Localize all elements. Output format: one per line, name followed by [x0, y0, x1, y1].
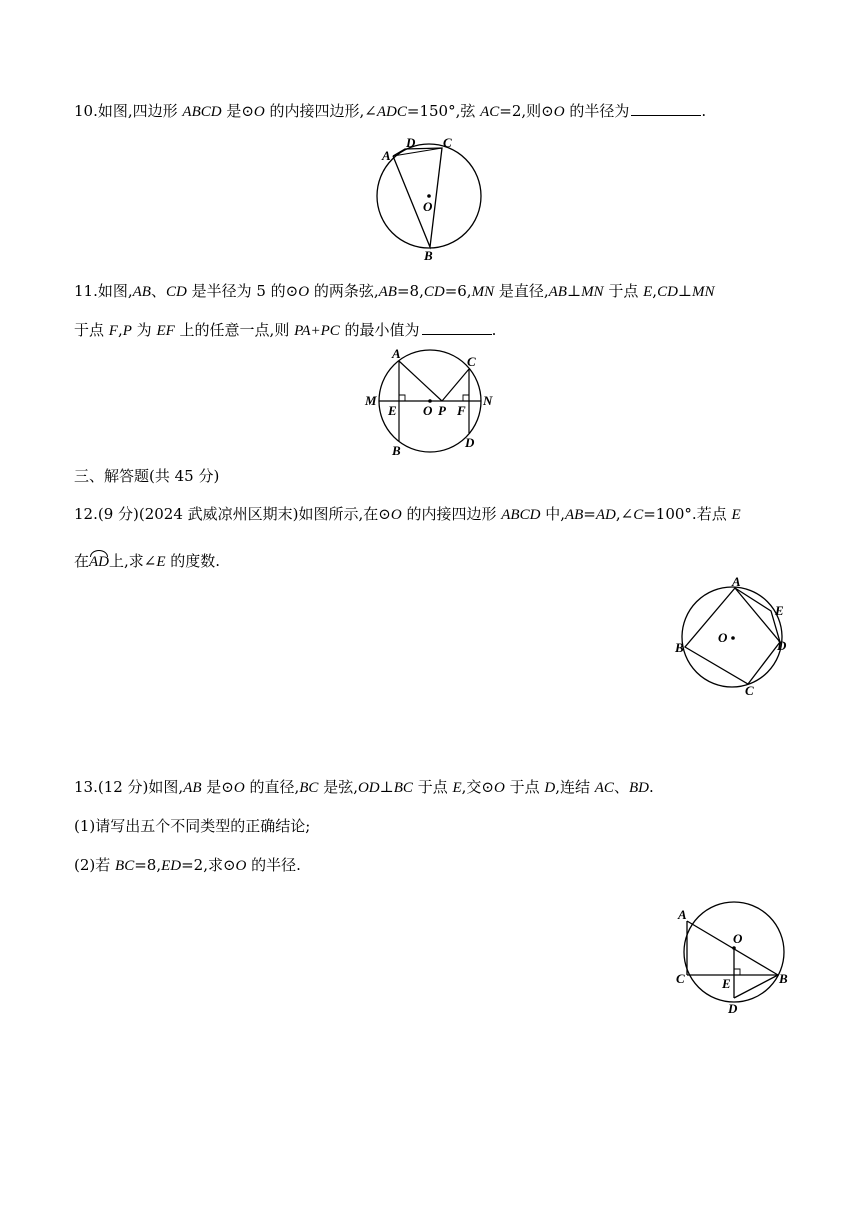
q13-label-e: E: [722, 976, 731, 991]
q11-cd: CD: [657, 284, 678, 300]
q12-label-e: E: [775, 603, 784, 618]
q11-cd: CD: [423, 284, 445, 300]
q13-o: O: [235, 858, 247, 874]
q12-label-o: O: [718, 630, 728, 645]
q12-label-a: A: [732, 574, 741, 589]
q13-label-o: O: [733, 931, 743, 946]
q12-c: C: [633, 507, 644, 523]
q11-o: O: [298, 284, 310, 300]
q11-seg: 的最小值为: [339, 321, 420, 339]
q13-o: O: [493, 780, 505, 796]
q13-right-angle-e: [734, 969, 740, 975]
q11-text-line2: [74, 320, 496, 341]
q13-part1: (1)请写出五个不同类型的正确结论;: [74, 817, 311, 835]
q10-seg: 的半径为: [564, 102, 630, 120]
q11-label-n: N: [483, 393, 493, 408]
q10-seg: 是⊙: [221, 102, 254, 120]
q13-seg: (2)若: [74, 856, 116, 874]
q11-segment-pc: [442, 369, 469, 401]
q11-seg: 的两条弦,: [309, 282, 379, 300]
q12-figure: [672, 574, 802, 700]
q13-seg: 的半径.: [246, 856, 301, 874]
q13-seg: =8,: [134, 856, 162, 874]
q10-abcd: ABCD: [182, 104, 222, 120]
q11-seg: 是直径,: [494, 282, 549, 300]
q10-label-b: B: [424, 248, 433, 263]
q12-seg: 上,求∠: [109, 552, 157, 570]
q10-quadrilateral: [393, 148, 442, 247]
q10-text: [74, 101, 706, 122]
q13-bc: BC: [299, 780, 319, 796]
q10-seg: =150°,弦: [406, 102, 481, 120]
q13-d: D: [544, 780, 556, 796]
q12-e: E: [156, 554, 166, 570]
q11-seg: ⊥: [566, 282, 582, 300]
q11-seg: 11.如图,: [74, 282, 133, 300]
q12-seg: =100°.若点: [643, 505, 732, 523]
q13-label-a: A: [678, 907, 687, 922]
q13-text-line1: [74, 777, 654, 798]
q11-figure: [360, 344, 500, 459]
q12-label-b: B: [675, 640, 684, 655]
q12-quadrilateral: [685, 588, 780, 684]
section-title: 三、解答题(共 45 分): [74, 467, 220, 485]
q13-o: O: [233, 780, 245, 796]
q12-text-line2: [74, 551, 220, 572]
q13-seg: 是弦,: [318, 778, 358, 796]
q13-seg: 是⊙: [201, 778, 234, 796]
q13-e: E: [452, 780, 462, 796]
q13-label-b: B: [779, 971, 788, 986]
q11-seg: ,: [117, 321, 123, 339]
q12-seg: 在: [74, 552, 90, 570]
q12-seg: 的度数.: [165, 552, 221, 570]
q10-o: O: [553, 104, 565, 120]
q13-ab: AB: [183, 780, 202, 796]
q10-seg: 10.如图,四边形: [74, 102, 183, 120]
q11-right-angle-e: [399, 395, 405, 401]
q11-seg: 为: [131, 321, 157, 339]
q12-arc-ad: AD: [89, 554, 110, 570]
q13-seg: 13.(12 分)如图,: [74, 778, 184, 796]
q13-seg: 于点: [504, 778, 545, 796]
q10-label-o: O: [423, 199, 433, 214]
q13-seg: =2,求⊙: [181, 856, 236, 874]
q13-od: OD: [357, 780, 380, 796]
q10-seg: 的内接四边形,∠: [264, 102, 377, 120]
q13-seg: ⊥: [379, 778, 394, 796]
q12-o: O: [390, 507, 402, 523]
q11-seg: 、: [150, 282, 166, 300]
q11-seg: 于点: [603, 282, 644, 300]
q13-ac: AC: [594, 780, 614, 796]
q10-center-dot: [427, 194, 431, 198]
q13-seg: 于点: [412, 778, 453, 796]
q11-label-c: C: [467, 354, 476, 369]
q11-label-b: B: [392, 443, 401, 458]
q11-label-e: E: [388, 403, 397, 418]
q12-seg: 中,: [540, 505, 565, 523]
q12-label-c: C: [745, 683, 754, 698]
q13-figure: [672, 892, 802, 1017]
q11-ab: AB: [548, 284, 567, 300]
q11-ab: AB: [132, 284, 151, 300]
q12-ab: AB: [564, 507, 584, 523]
q13-chord-bd: [734, 975, 778, 998]
q11-ef: EF: [156, 323, 175, 339]
q11-label-f: F: [457, 403, 466, 418]
q10-figure: [370, 134, 500, 264]
q11-label-m: M: [365, 393, 377, 408]
q11-seg: 于点: [74, 321, 109, 339]
q11-label-d: D: [465, 435, 475, 450]
q10-seg: =2,则⊙: [499, 102, 554, 120]
q11-text-line1: [74, 281, 715, 302]
q11-label-a: A: [392, 346, 401, 361]
q11-f: F: [108, 323, 118, 339]
q13-bd: BD: [628, 780, 649, 796]
q10-seg: .: [701, 102, 707, 120]
q13-seg: 的直径,: [244, 778, 300, 796]
q12-seg: 12.(9 分)(2024 武威凉州区期末)如图所示,在⊙: [74, 505, 391, 523]
q10-adc: ADC: [376, 104, 407, 120]
answer-blank[interactable]: [631, 101, 701, 116]
q10-o: O: [253, 104, 265, 120]
q10-label-c: C: [443, 135, 452, 150]
q11-right-angle-f: [463, 395, 469, 401]
q13-center-dot: [732, 946, 736, 950]
q10-label-a: A: [382, 148, 391, 163]
q13-seg: ,交⊙: [461, 778, 494, 796]
q13-seg: .: [648, 778, 654, 796]
q11-p: P: [122, 323, 132, 339]
q12-center-dot: [731, 636, 735, 640]
q11-e: E: [643, 284, 653, 300]
q11-cd: CD: [165, 284, 187, 300]
q11-seg: ,: [652, 282, 658, 300]
q11-ab: AB: [378, 284, 397, 300]
q10-label-d: D: [406, 135, 416, 150]
q11-mn: MN: [581, 284, 604, 300]
q12-text-line1: [74, 504, 741, 525]
q12-seg: =: [583, 505, 596, 523]
q13-seg: 、: [613, 778, 629, 796]
q11-papc: PA+PC: [294, 323, 340, 339]
q11-label-o: O: [423, 403, 433, 418]
q10-ac: AC: [480, 104, 500, 120]
q13-seg: ,连结: [555, 778, 595, 796]
q11-seg: =6,: [444, 282, 472, 300]
q13-ed: ED: [161, 858, 182, 874]
q12-seg: ,∠: [615, 505, 634, 523]
q11-segment-pa: [399, 361, 442, 401]
q11-seg: =8,: [396, 282, 424, 300]
q11-seg: 上的任意一点,则: [174, 321, 295, 339]
q11-mn: MN: [471, 284, 495, 300]
q12-label-d: D: [777, 638, 787, 653]
q13-bc: BC: [115, 858, 135, 874]
q13-label-c: C: [676, 971, 685, 986]
answer-blank[interactable]: [422, 320, 492, 335]
q11-seg: 是半径为 5 的⊙: [186, 282, 299, 300]
q11-label-p: P: [438, 403, 446, 418]
q12-ad: AD: [595, 507, 616, 523]
q11-seg: .: [491, 321, 497, 339]
q11-seg: ⊥: [677, 282, 693, 300]
q13-bc: BC: [393, 780, 413, 796]
q11-mn: MN: [692, 284, 715, 300]
q13-label-d: D: [728, 1001, 738, 1016]
q12-e: E: [731, 507, 741, 523]
q13-part2: [74, 855, 301, 876]
q12-abcd: ABCD: [501, 507, 541, 523]
q12-seg: 的内接四边形: [401, 505, 502, 523]
